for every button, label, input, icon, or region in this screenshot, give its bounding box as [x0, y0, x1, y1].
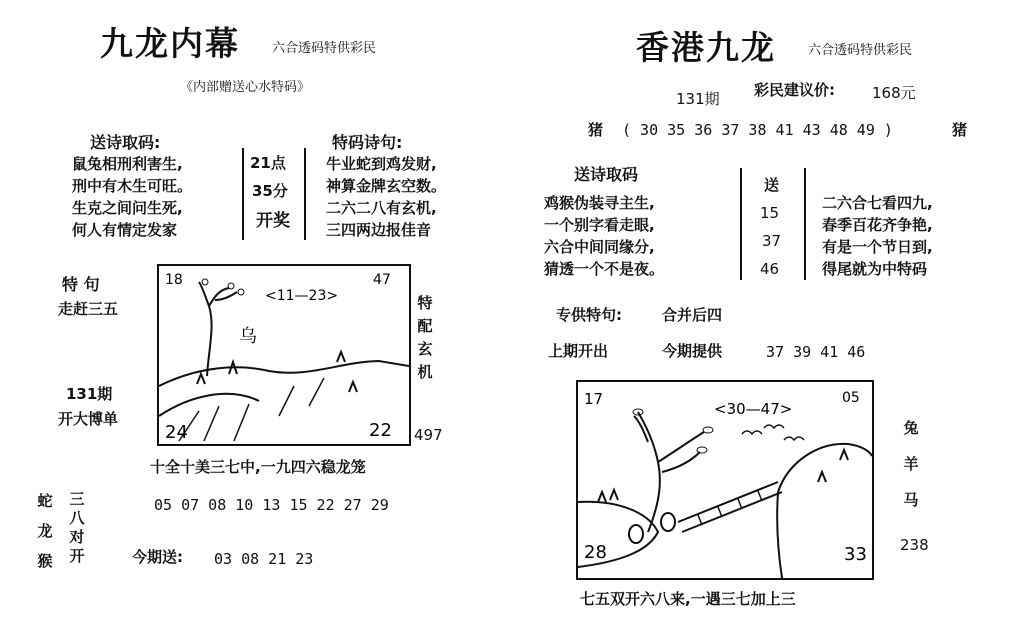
poem-line: 有是一个节日到,: [822, 238, 933, 256]
right-picture-tl: 17: [584, 390, 604, 408]
poem-line: 春季百花齐争艳,: [822, 216, 933, 234]
left-special-poem-heading: 特码诗句:: [332, 133, 403, 152]
left-picture-drawing: [159, 266, 409, 444]
send-number: 46: [760, 260, 780, 278]
price: 168元: [872, 84, 916, 102]
left-picture-bird: 乌: [239, 326, 257, 347]
zodiac-vertical: [34, 486, 56, 576]
left-poem: [72, 153, 192, 241]
poem-line: 三四两边报佳音: [326, 221, 432, 239]
left-subtitle: 六合透码特供彩民: [272, 41, 377, 56]
poem-line: 二六合七看四九,: [822, 194, 933, 212]
left-picture-tl: 18: [165, 272, 183, 288]
right-poem2: [822, 192, 933, 280]
right-side-number: 238: [900, 536, 929, 554]
poem-line: 得尾就为中特码: [822, 260, 928, 278]
today-numbers: 03 08 21 23: [214, 550, 314, 568]
right-bottom-line: 七五双开六八来,一遇三七加上三: [580, 590, 796, 608]
special-value: 合并后四: [662, 306, 723, 324]
poem-line: 二六二八有玄机,: [326, 199, 437, 217]
left-picture-br: 22: [369, 420, 392, 441]
right-picture-bl: 28: [584, 542, 607, 563]
poem-line: 猜透一个不是夜。: [544, 260, 665, 278]
vertical-char: 玄: [417, 340, 433, 358]
draw-time-hour: 21点: [250, 154, 286, 172]
right-side-vertical: [900, 410, 922, 518]
pig-numbers: ( 30 35 36 37 38 41 43 48 49 ): [622, 121, 893, 139]
draw-time-minute: 35分: [252, 182, 288, 200]
poem-line: 生克之间问生死,: [72, 199, 183, 217]
poem-line: 刑中有木生可旺。: [72, 177, 193, 195]
right-poem-heading: 送诗取码: [574, 165, 639, 184]
send-box: [740, 168, 806, 280]
vertical-char: 羊: [903, 455, 919, 473]
right-picture-range: <30—47>: [714, 400, 793, 418]
right-issue: 131期: [676, 90, 720, 108]
left-picture-frame: [157, 264, 411, 446]
pig-right: 猪: [952, 121, 968, 139]
left-poem-heading: 送诗取码:: [90, 133, 161, 152]
last-label: 上期开出: [548, 342, 609, 360]
poem-line: 神算金牌玄空数。: [326, 177, 447, 195]
poem-line: 牛业蛇到鸡发财,: [326, 155, 437, 173]
provide-numbers: 37 39 41 46: [766, 343, 866, 361]
open-vertical: [66, 490, 88, 566]
send-number: 15: [760, 204, 780, 222]
special-phrase: 走赶三五: [58, 300, 119, 318]
price-label: 彩民建议价:: [754, 81, 835, 99]
vertical-char: 配: [417, 317, 433, 335]
provide-label: 今期提供: [662, 342, 723, 360]
send-label: 送: [764, 176, 780, 194]
send-number: 37: [762, 232, 782, 250]
right-picture-frame: [576, 380, 874, 580]
left-title: 九龙内幕: [100, 24, 240, 63]
poem-line: 六合中间同缘分,: [544, 238, 655, 256]
right-picture-br: 33: [844, 544, 867, 565]
poem-line: 何人有情定发家: [72, 221, 178, 239]
vertical-char: 机: [417, 363, 433, 381]
special-label: 专供特句:: [556, 306, 622, 324]
left-picture-bl: 24: [165, 422, 188, 443]
poem-line: 一个别字看走眼,: [544, 216, 655, 234]
right-subtitle: 六合透码特供彩民: [808, 43, 913, 58]
ten-line: 十全十美三七中,一九四六稳龙笼: [150, 458, 366, 476]
poem-line: 鼠兔相刑利害生,: [72, 155, 183, 173]
vertical-char: 特: [417, 294, 433, 312]
today-label: 今期送:: [132, 548, 183, 566]
draw-time-label: 开奖: [256, 211, 290, 231]
left-picture-range: <11—23>: [265, 288, 339, 304]
left-vertical-label: [414, 292, 436, 384]
poem-line: 鸡猴伪装寻主生,: [544, 194, 655, 212]
issue-label: 131期: [66, 385, 113, 403]
vertical-char: 对: [69, 528, 85, 546]
vertical-char: 猴: [37, 552, 53, 570]
pig-left: 猪: [588, 121, 604, 139]
left-picture-tr: 47: [373, 272, 391, 288]
vertical-char: 三: [69, 490, 85, 508]
left-special-poem: [326, 153, 446, 241]
right-picture-tr: 05: [842, 390, 860, 406]
special-phrase-label: 特 句: [62, 275, 100, 294]
vertical-char: 蛇: [37, 492, 53, 510]
issue-sub: 开大博单: [58, 410, 119, 428]
left-side-number: 497: [414, 426, 443, 444]
left-internal-note: 《内部赠送心水特码》: [180, 80, 311, 95]
vertical-char: 龙: [37, 522, 53, 540]
vertical-char: 马: [903, 491, 919, 509]
right-picture-drawing: [578, 382, 872, 578]
left-number-list: 05 07 08 10 13 15 22 27 29: [154, 496, 389, 514]
vertical-char: 兔: [903, 419, 919, 437]
right-title: 香港九龙: [636, 28, 776, 67]
right-poem: [544, 192, 664, 280]
vertical-char: 开: [69, 547, 85, 565]
vertical-char: 八: [69, 509, 85, 527]
draw-time-box: [242, 148, 306, 240]
